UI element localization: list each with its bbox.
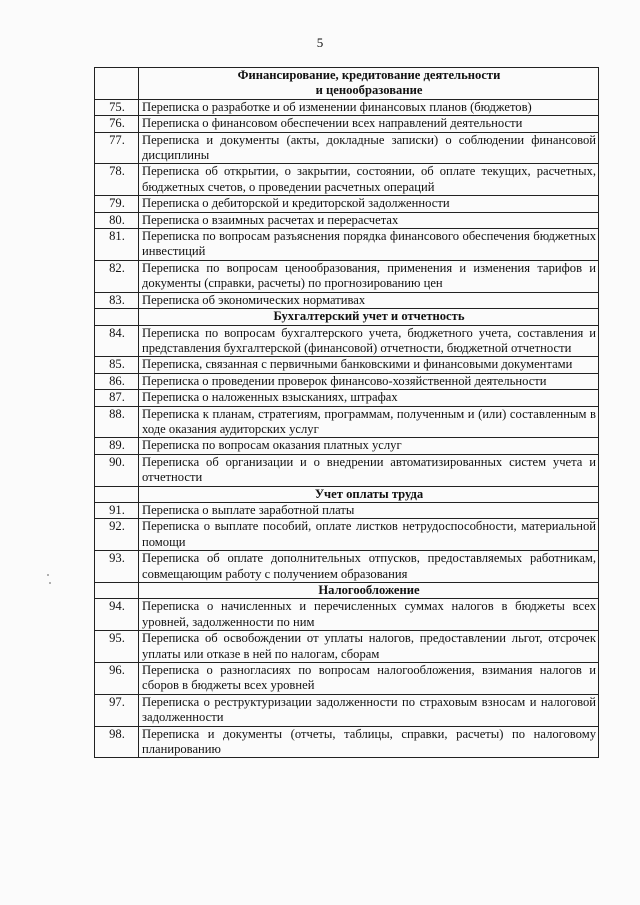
row-description: Переписка об открытии, о закрытии, состоянии, об оплате текущих, расчетных, бюджетных счетов, о проведении расчетных операций (139, 164, 599, 196)
row-description: Переписка о выплате заработной платы (139, 502, 599, 518)
section-header-row (95, 68, 599, 100)
table-row (95, 726, 599, 758)
row-description: Переписка по вопросам разъяснения порядка финансового обеспечения бюджетных инвестиций (139, 229, 599, 261)
table-row (95, 164, 599, 196)
page-number: 5 (316, 35, 324, 50)
table-row (95, 519, 599, 551)
scan-speck (49, 582, 51, 584)
row-number: 93. (95, 551, 139, 583)
section-title (139, 486, 599, 502)
row-description: Переписка по вопросам бухгалтерского учета, бюджетного учета, составления и представления бухгалтерской (финансовой) отчетности, бюджетной отчетности (139, 325, 599, 357)
row-number: 97. (95, 694, 139, 726)
row-number: 76. (95, 116, 139, 132)
section-title-line: Бухгалтерский учет и отчетность (273, 309, 465, 324)
row-number: 81. (95, 229, 139, 261)
row-description: Переписка об экономических нормативах (139, 292, 599, 308)
row-description: Переписка об освобождении от уплаты налогов, предоставлении льгот, отсрочек уплаты или отказе в ней по налогам, сборам (139, 631, 599, 663)
section-header-row (95, 309, 599, 325)
table-row (95, 502, 599, 518)
row-number: 92. (95, 519, 139, 551)
row-number: 90. (95, 454, 139, 486)
table-row (95, 390, 599, 406)
table-row (95, 663, 599, 695)
section-title-line: Налогообложение (318, 583, 420, 597)
row-description: Переписка о начисленных и перечисленных суммах налогов в бюджеты всех уровней, задолженности по ним (139, 599, 599, 631)
row-number: 79. (95, 196, 139, 212)
table-row (95, 631, 599, 663)
section-number-cell (95, 309, 139, 325)
section-header-row (95, 583, 599, 599)
table-row (95, 325, 599, 357)
row-number: 78. (95, 164, 139, 196)
row-description: Переписка и документы (акты, докладные записки) о соблюдении финансовой дисциплины (139, 132, 599, 164)
row-description: Переписка к планам, стратегиям, программам, полученным и (или) составленным в ходе оказания аудиторских услуг (139, 406, 599, 438)
section-title (139, 309, 599, 325)
table-row (95, 212, 599, 228)
section-number-cell (95, 486, 139, 502)
table-row (95, 438, 599, 454)
row-number: 83. (95, 292, 139, 308)
row-description: Переписка, связанная с первичными банковскими и финансовыми документами (139, 357, 599, 373)
scan-speck (47, 574, 49, 576)
table-row (95, 406, 599, 438)
table-row (95, 694, 599, 726)
table-row (95, 551, 599, 583)
row-number: 98. (95, 726, 139, 758)
row-number: 95. (95, 631, 139, 663)
table-row (95, 116, 599, 132)
row-number: 82. (95, 260, 139, 292)
row-description: Переписка по вопросам ценообразования, применения и изменения тарифов и документы (справки, расчеты) по прогнозированию цен (139, 260, 599, 292)
row-number: 86. (95, 373, 139, 389)
section-title-line: и ценообразование (315, 83, 423, 98)
section-title (139, 583, 599, 599)
section-title-line: Финансирование, кредитование деятельности (237, 68, 501, 82)
row-number: 75. (95, 99, 139, 115)
records-table (94, 67, 599, 758)
row-description: Переписка о проведении проверок финансово-хозяйственной деятельности (139, 373, 599, 389)
section-number-cell (95, 68, 139, 100)
table-row (95, 196, 599, 212)
row-number: 94. (95, 599, 139, 631)
row-description: Переписка о разработке и об изменении финансовых планов (бюджетов) (139, 99, 599, 115)
table-row (95, 373, 599, 389)
section-header-row (95, 486, 599, 502)
row-number: 80. (95, 212, 139, 228)
section-title-line: Учет оплаты труда (314, 486, 424, 501)
row-number: 88. (95, 406, 139, 438)
row-description: Переписка о разногласиях по вопросам налогообложения, взимания налогов и сборов в бюджеты всех уровней (139, 663, 599, 695)
section-number-cell (95, 583, 139, 599)
row-description: Переписка о финансовом обеспечении всех направлений деятельности (139, 116, 599, 132)
table-row (95, 132, 599, 164)
row-number: 77. (95, 132, 139, 164)
row-number: 89. (95, 438, 139, 454)
row-description: Переписка об организации и о внедрении автоматизированных систем учета и отчетности (139, 454, 599, 486)
row-description: Переписка о наложенных взысканиях, штрафах (139, 390, 599, 406)
row-description: Переписка по вопросам оказания платных услуг (139, 438, 599, 454)
table-row (95, 599, 599, 631)
table-row (95, 260, 599, 292)
table-row (95, 357, 599, 373)
table-row (95, 229, 599, 261)
row-description: Переписка о дебиторской и кредиторской задолженности (139, 196, 599, 212)
table-row (95, 99, 599, 115)
row-number: 96. (95, 663, 139, 695)
section-title (139, 68, 599, 100)
row-number: 85. (95, 357, 139, 373)
table-row (95, 292, 599, 308)
row-number: 87. (95, 390, 139, 406)
row-description: Переписка и документы (отчеты, таблицы, справки, расчеты) по налоговому планированию (139, 726, 599, 758)
row-description: Переписка о реструктуризации задолженности по страховым взносам и налоговой задолженности (139, 694, 599, 726)
row-description: Переписка о выплате пособий, оплате листков нетрудоспособности, материальной помощи (139, 519, 599, 551)
row-description: Переписка об оплате дополнительных отпусков, предоставляемых работникам, совмещающим работу с получением образования (139, 551, 599, 583)
row-number: 91. (95, 502, 139, 518)
row-number: 84. (95, 325, 139, 357)
row-description: Переписка о взаимных расчетах и перерасчетах (139, 212, 599, 228)
table-row (95, 454, 599, 486)
